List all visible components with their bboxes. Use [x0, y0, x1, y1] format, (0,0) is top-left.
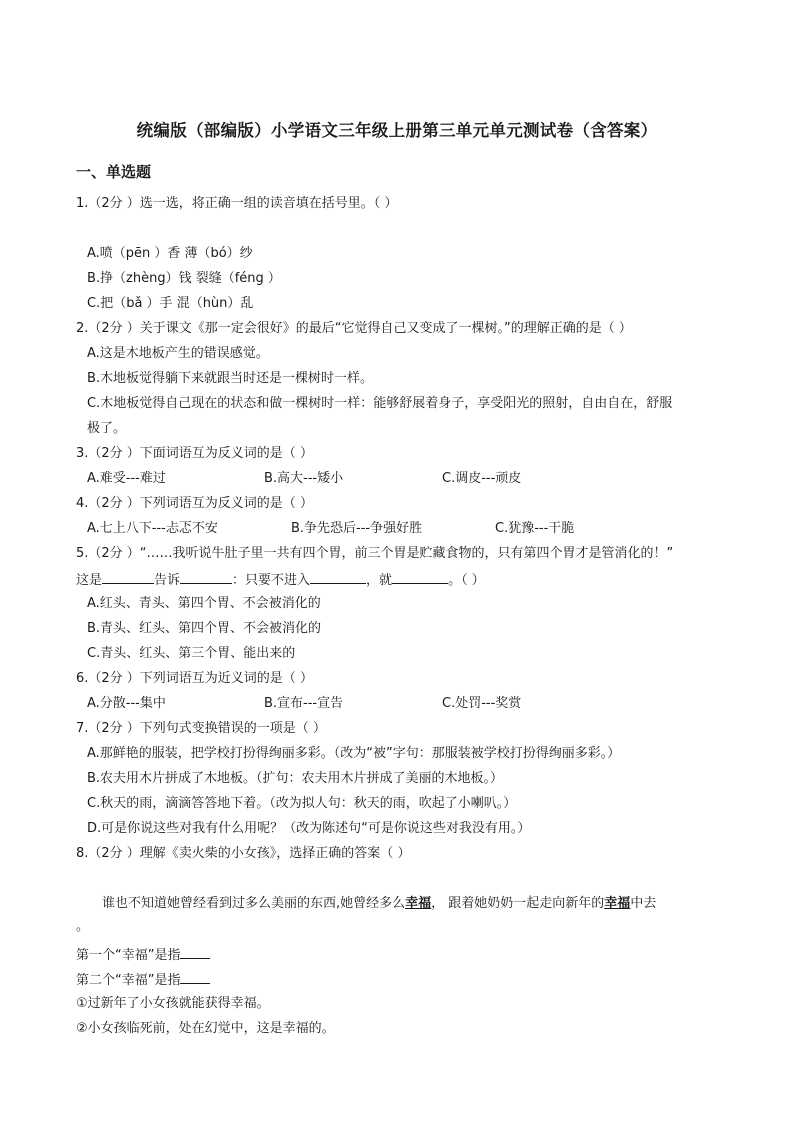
question-6-stem: 6.（2分 ）下列词语互为近义词的是（ ）	[76, 671, 313, 686]
question-5-text-3: ：只要不进入	[232, 573, 311, 588]
question-7-option-a: A.那鲜艳的服装，把学校打扮得绚丽多彩。（改为“被”字句：那服装被学校打扮得绚丽多彩。）	[87, 746, 621, 761]
question-3-stem: 3.（2分 ）下面词语互为反义词的是（ ）	[76, 446, 313, 461]
passage-text-3: 中去	[630, 896, 657, 911]
question-1-stem: 1.（2分 ）选一选，将正确一组的读音填在括号里。（ ）	[76, 196, 398, 211]
question-2-stem: 2.（2分 ）关于课文《那一定会很好》的最后“它觉得自己又变成了一棵树。”的理解正确的是（ ）	[76, 321, 632, 336]
answer-blank[interactable]	[310, 570, 366, 584]
question-1-option-a: A.喷（pēn ）香 薄（bó）纱	[87, 246, 253, 261]
question-5-option-c: C.青头、红头、第三个胃、能出来的	[87, 646, 296, 661]
question-6-option-a: A.分散---集中	[87, 696, 166, 711]
question-5-option-a: A.红头、青头、第四个胃、不会被消化的	[87, 596, 321, 611]
question-5-text-1: 这是	[76, 573, 103, 588]
passage-text-2: ， 跟着她奶奶一起走向新年的	[431, 896, 605, 911]
question-8-second-label: 第二个“幸福”是指	[76, 973, 181, 988]
question-4-stem: 4.（2分 ）下列词语互为反义词的是（ ）	[76, 496, 313, 511]
question-3-option-a: A.难受---难过	[87, 471, 166, 486]
answer-blank[interactable]	[180, 570, 232, 584]
question-2-option-c: C.木地板觉得自己现在的状态和做一棵树时一样：能够舒展着身子，享受阳光的照射，自由自在，舒服	[87, 396, 673, 411]
passage-keyword-2: 幸福	[604, 896, 631, 911]
question-5-option-b: B.青头、红头、第四个胃、不会被消化的	[87, 621, 322, 636]
question-7-stem: 7.（2分 ）下列句式变换错误的一项是（ ）	[76, 721, 326, 736]
question-8-passage-end: 。	[76, 919, 90, 934]
question-2-option-b: B.木地板觉得躺下来就跟当时还是一棵树时一样。	[87, 371, 374, 386]
question-7-option-d: D.可是你说这些对我有什么用呢？（改为陈述句“可是你说这些对我没有用。）	[87, 821, 531, 836]
question-5-text-5: 。（ ）	[448, 573, 485, 588]
question-7-option-b: B.农夫用木片拼成了木地板。（扩句：农夫用木片拼成了美丽的木地板。）	[87, 771, 504, 786]
question-1-option-c: C.把（bǎ ）手 混（hùn）乱	[87, 296, 254, 311]
question-6-option-c: C.处罚---奖赏	[442, 696, 522, 711]
passage-keyword-1: 幸福	[405, 896, 432, 911]
question-8-option-2: ②小女孩临死前，处在幻觉中，这是幸福的。	[76, 1021, 335, 1036]
question-1-option-b: B.挣（zhèng）钱 裂缝（féng ）	[87, 271, 281, 286]
question-2-option-c-continued: 极了。	[87, 421, 127, 436]
answer-blank[interactable]	[392, 570, 448, 584]
question-8-first-label: 第一个“幸福”是指	[76, 948, 181, 963]
question-8-option-1: ①过新年了小女孩就能获得幸福。	[76, 996, 270, 1011]
question-5-text-4: ，就	[366, 573, 393, 588]
question-8-passage	[102, 895, 656, 913]
question-8-stem: 8.（2分 ）理解《卖火柴的小女孩》，选择正确的答案（ ）	[76, 846, 411, 861]
question-5-fill-line	[76, 570, 485, 590]
question-4-option-b: B.争先恐后---争强好胜	[291, 521, 423, 536]
answer-blank[interactable]	[102, 570, 154, 584]
question-5-stem: 5.（2分 ）“……我听说牛肚子里一共有四个胃，前三个胃是贮藏食物的，只有第四个胃才是管消化的！”	[76, 546, 674, 561]
question-5-text-2: 告诉	[154, 573, 181, 588]
question-4-option-c: C.犹豫---干脆	[495, 521, 575, 536]
question-7-option-c: C.秋天的雨，滴滴答答地下着。（改为拟人句：秋天的雨，吹起了小喇叭。）	[87, 796, 517, 811]
page-title: 统编版（部编版）小学语文三年级上册第三单元单元测试卷（含答案）	[136, 121, 658, 140]
question-8-second-line	[76, 970, 210, 990]
question-6-option-b: B.宣布---宣告	[264, 696, 344, 711]
question-4-option-a: A.七上八下---忐忑不安	[87, 521, 218, 536]
question-8-first-line	[76, 945, 210, 965]
answer-blank[interactable]	[180, 970, 210, 984]
section-heading: 一、单选题	[76, 163, 152, 181]
passage-text-1: 谁也不知道她曾经看到过多么美丽的东西,她曾经多么	[102, 896, 406, 911]
question-3-option-c: C.调皮---顽皮	[442, 471, 522, 486]
question-3-option-b: B.高大---矮小	[264, 471, 344, 486]
answer-blank[interactable]	[180, 945, 210, 959]
question-2-option-a: A.这是木地板产生的错误感觉。	[87, 346, 269, 361]
